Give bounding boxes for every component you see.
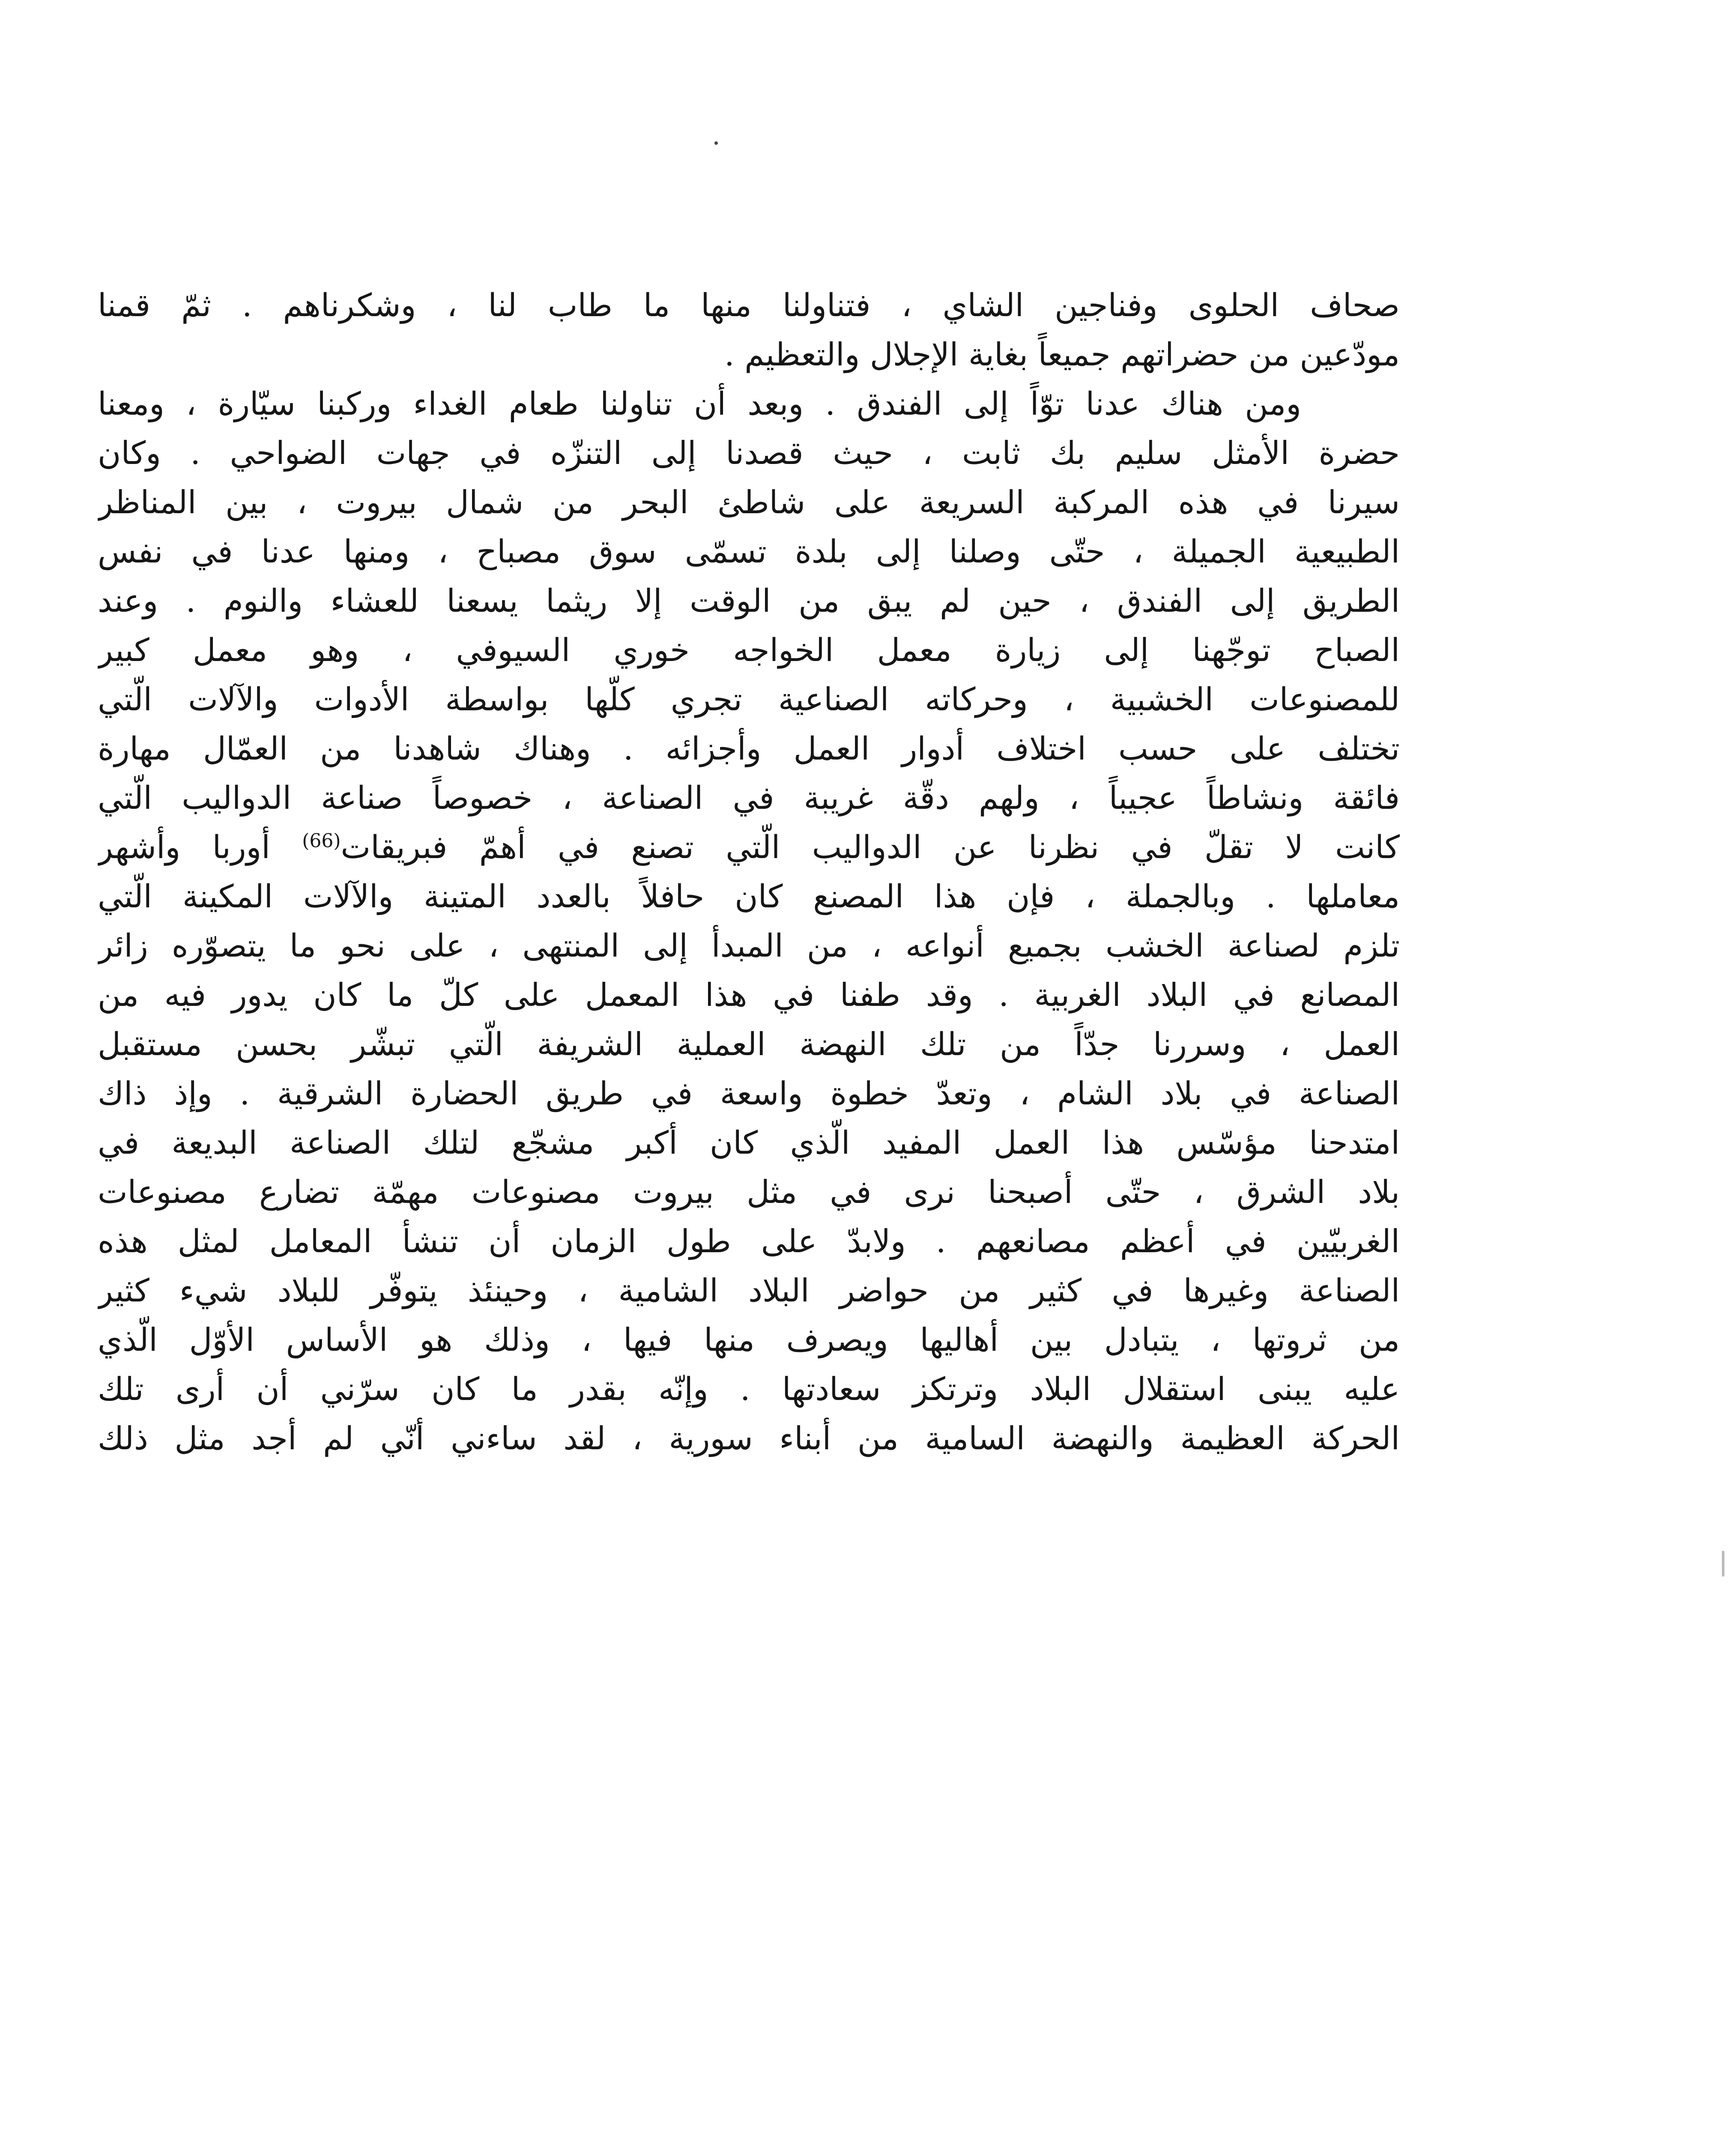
text-line-18: امتدحنا مؤسّس هذا العمل المفيد الّذي كان أكبر مشجّع لتلك الصناعة البديعة في xyxy=(98,1125,1400,1161)
text-line-20: الغربيّين في أعظم مصانعهم . ولابدّ على طول الزمان أن تنشأ المعامل لمثل هذه xyxy=(98,1223,1400,1260)
text-line-7: الطريق إلى الفندق ، حين لم يبق من الوقت إلا ريثما يسعنا للعشاء والنوم . وعند xyxy=(98,583,1400,619)
text-line-22: من ثروتها ، يتبادل بين أهاليها ويصرف منها فيها ، وذلك هو الأساس الأوّل الّذي xyxy=(98,1322,1400,1358)
text-line-23: عليه يبنى استقلال البلاد وترتكز سعادتها . وإنّه بقدر ما كان سرّني أن أرى تلك xyxy=(98,1371,1400,1408)
text-line-2: مودّعين من حضراتهم جميعاً بغاية الإجلال والتعظيم . xyxy=(724,336,1400,373)
text-line-6: الطبيعية الجميلة ، حتّى وصلنا إلى بلدة تسمّى سوق مصباح ، ومنها عدنا في نفس xyxy=(98,533,1400,570)
text-line-1: صحاف الحلوى وفناجين الشاي ، فتناولنا منها ما طاب لنا ، وشكرناهم . ثمّ قمنا xyxy=(98,287,1400,324)
text-line-21: الصناعة وغيرها في كثير من حواضر البلاد الشامية ، وحينئذ يتوفّر للبلاد شيء كثير xyxy=(98,1272,1400,1309)
body-text xyxy=(98,281,1400,1463)
text-line-4: حضرة الأمثل سليم بك ثابت ، حيث قصدنا إلى التنزّه في جهات الضواحي . وكان xyxy=(98,435,1400,472)
text-line-17: الصناعة في بلاد الشام ، وتعدّ خطوة واسعة في طريق الحضارة الشرقية . وإذ ذاك xyxy=(98,1075,1400,1112)
text-line-10: تختلف على حسب اختلاف أدوار العمل وأجزائه . وهناك شاهدنا من العمّال مهارة xyxy=(98,730,1400,767)
text-line-8: الصباح توجّهنا إلى زيارة معمل الخواجه خوري السيوفي ، وهو معمل كبير xyxy=(98,632,1400,669)
text-line-15: المصانع في البلاد الغربية . وقد طفنا في هذا المعمل على كلّ ما كان يدور فيه من xyxy=(98,977,1400,1014)
text-line-12 xyxy=(98,823,1400,872)
text-line-16: العمل ، وسررنا جدّاً من تلك النهضة العملية الشريفة الّتي تبشّر بحسن مستقبل xyxy=(98,1026,1400,1063)
scan-edge-mark xyxy=(1722,1551,1724,1577)
text-line-5: سيرنا في هذه المركبة السريعة على شاطئ البحر من شمال بيروت ، بين المناظر xyxy=(98,484,1400,521)
text-line-14: تلزم لصناعة الخشب بجميع أنواعه ، من المبدأ إلى المنتهى ، على نحو ما يتصوّره زائر xyxy=(98,927,1400,964)
scan-speck xyxy=(714,141,718,145)
text-line-11: فائقة ونشاطاً عجيباً ، ولهم دقّة غريبة في الصناعة ، خصوصاً صناعة الدواليب الّتي xyxy=(98,780,1400,817)
text-line-12-end: أوربا وأشهر xyxy=(98,829,270,866)
text-line-19: بلاد الشرق ، حتّى أصبحنا نرى في مثل بيروت مصنوعات مهمّة تضارع مصنوعات xyxy=(98,1174,1400,1211)
footnote-marker[interactable]: (66) xyxy=(302,830,341,852)
text-line-24: الحركة العظيمة والنهضة السامية من أبناء سورية ، لقد ساءني أنّي لم أجد مثل ذلك xyxy=(98,1420,1400,1457)
text-line-9: للمصنوعات الخشبية ، وحركاته الصناعية تجري كلّها بواسطة الأدوات والآلات الّتي xyxy=(98,681,1400,718)
text-line-12-start: كانت لا تقلّ في نظرنا عن الدواليب الّتي تصنع في أهمّ فبريقات xyxy=(341,829,1400,866)
text-line-3: ومن هناك عدنا توّاً إلى الفندق . وبعد أن تناولنا طعام الغداء وركبنا سيّارة ، ومعنا xyxy=(98,386,1301,422)
text-line-13: معاملها . وبالجملة ، فإن هذا المصنع كان حافلاً بالعدد المتينة والآلات المكينة الّتي xyxy=(98,878,1400,915)
